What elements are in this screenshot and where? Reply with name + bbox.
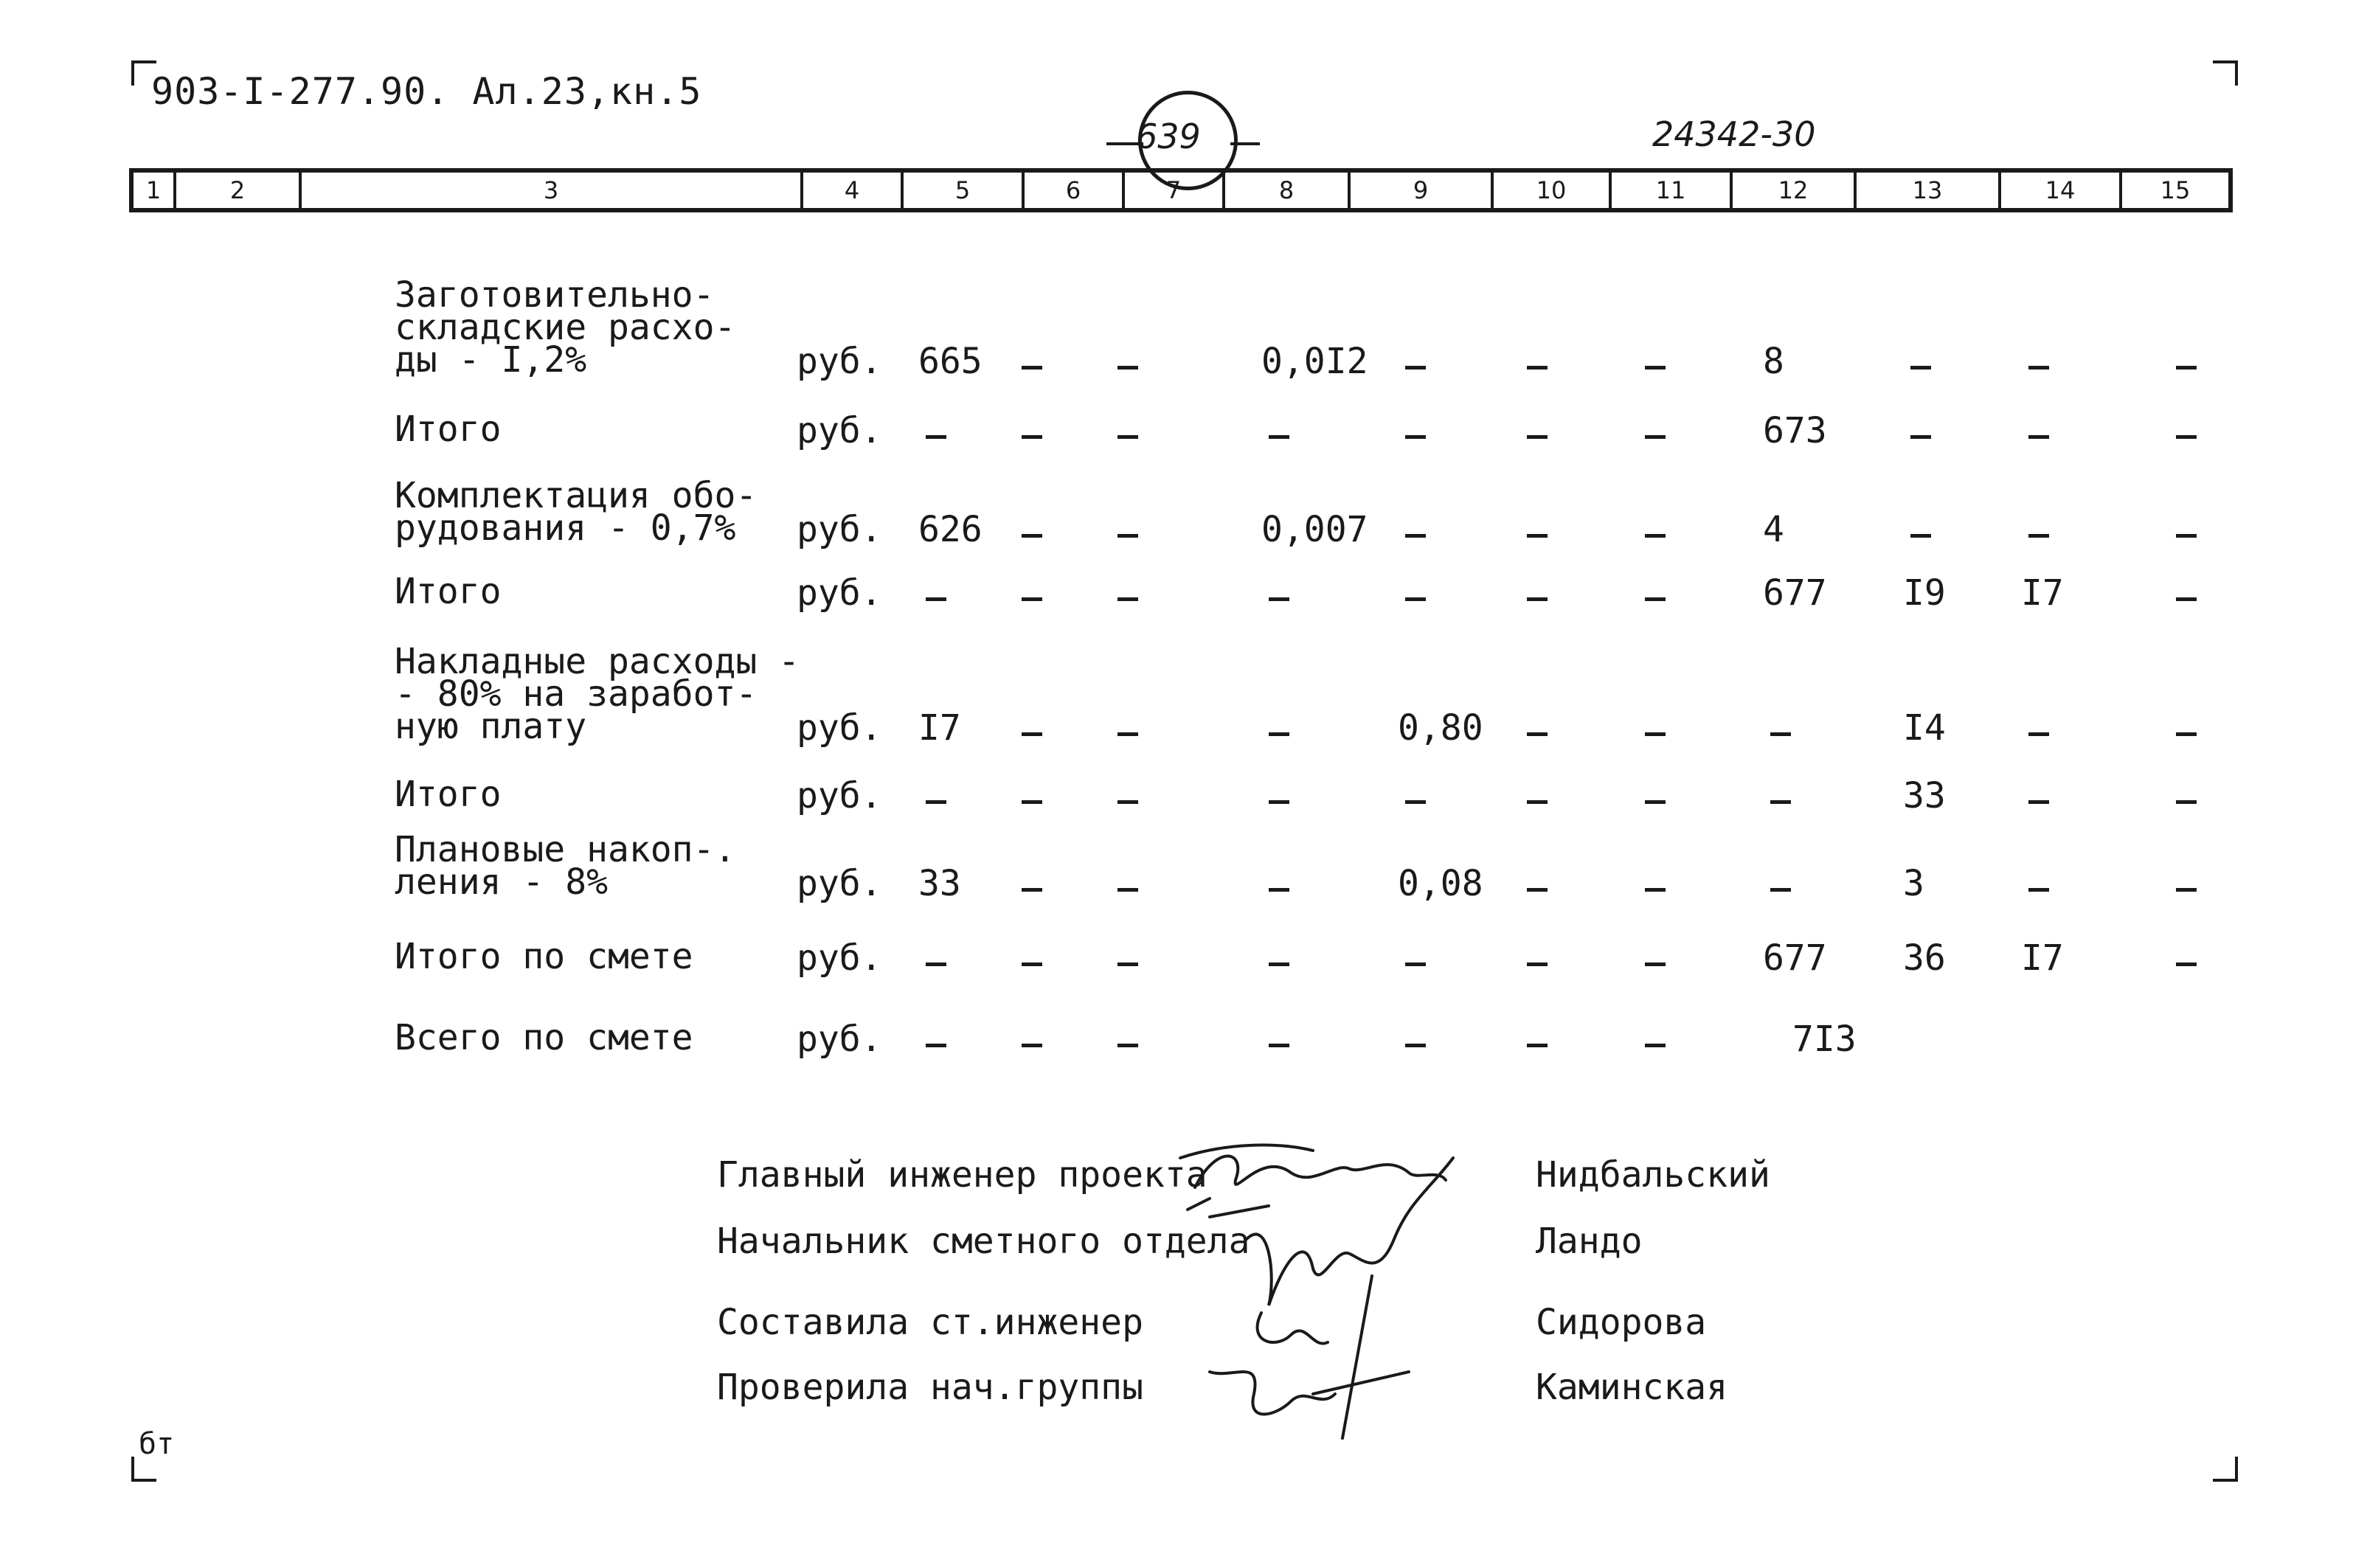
signature-name: Ландо (1536, 1221, 1643, 1262)
row-label: Накладные расходы - - 80% на заработ- ную плату (395, 641, 800, 747)
dash-cell (1405, 366, 1426, 370)
dash-cell (1527, 1044, 1548, 1047)
dash-cell (1527, 366, 1548, 370)
value-cell: 677 (1763, 572, 1827, 614)
corner-mark-top-right (2213, 60, 2238, 86)
dash-cell (1645, 534, 1666, 538)
dash-cell (1117, 962, 1138, 966)
dash-cell (1405, 534, 1426, 538)
value-cell: 3 (1903, 863, 1924, 904)
row-label: Комплектация обо- рудования - 0,7% (395, 475, 758, 549)
dash-cell (1117, 597, 1138, 601)
dash-cell (1910, 366, 1931, 370)
value-cell: 665 (918, 341, 983, 382)
unit-cell: руб. (797, 863, 882, 904)
dash-cell (1022, 962, 1042, 966)
column-header: 2 (176, 173, 302, 208)
value-cell: 4 (1763, 509, 1784, 550)
row-label: Плановые накоп-. ления - 8% (395, 829, 736, 903)
dash-cell (1527, 435, 1548, 439)
dash-cell (1022, 534, 1042, 538)
dash-cell (1269, 1044, 1289, 1047)
value-cell: 33 (1903, 775, 1946, 816)
column-header: 1 (134, 173, 176, 208)
value-cell: I7 (2021, 937, 2064, 979)
dash-cell (1117, 732, 1138, 736)
dash-cell (1022, 435, 1042, 439)
dash-cell (1117, 366, 1138, 370)
dash-cell (1269, 888, 1289, 892)
dash-cell (1910, 534, 1931, 538)
signature-role: Главный инженер проекта (717, 1154, 1207, 1196)
dash-cell (1022, 732, 1042, 736)
value-cell: 0,80 (1398, 707, 1483, 749)
value-cell: 8 (1763, 341, 1784, 382)
signature-role: Начальник сметного отдела (717, 1221, 1250, 1262)
unit-cell: руб. (797, 775, 882, 816)
row-label: Итого (395, 571, 502, 612)
signature-name: Каминская (1536, 1367, 1728, 1408)
column-header: 7 (1125, 173, 1225, 208)
dash-cell (2028, 435, 2049, 439)
dash-cell (2028, 732, 2049, 736)
column-header: 6 (1025, 173, 1125, 208)
column-number-header (129, 168, 2233, 212)
value-cell: I7 (918, 707, 961, 749)
dash-cell (2028, 534, 2049, 538)
dash-cell (1527, 888, 1548, 892)
row-label: Заготовительно- складские расхо- ды - I,2% (395, 274, 736, 381)
column-header: 10 (1494, 173, 1612, 208)
dash-cell (1645, 366, 1666, 370)
dash-cell (926, 1044, 946, 1047)
dash-cell (2176, 534, 2197, 538)
column-header: 4 (803, 173, 904, 208)
dash-cell (1770, 888, 1791, 892)
column-header: 15 (2160, 176, 2191, 204)
registry-number: 24342-30 (1652, 114, 1816, 154)
signature-name: Сидорова (1536, 1302, 1707, 1343)
column-header: 13 (1857, 173, 2001, 208)
dash-cell (926, 962, 946, 966)
row-label: Итого (395, 409, 502, 450)
value-cell: 0,007 (1261, 509, 1368, 550)
dash-cell (1405, 962, 1426, 966)
dash-cell (2028, 366, 2049, 370)
column-header: 9 (1351, 173, 1494, 208)
dash-cell (2176, 800, 2197, 804)
value-cell: 0,08 (1398, 863, 1483, 904)
dash-cell (1269, 962, 1289, 966)
dash-cell (1269, 800, 1289, 804)
dash-cell (1527, 597, 1548, 601)
dash-cell (926, 435, 946, 439)
document-code: 903-I-277.90. Ал.23,кн.5 (151, 70, 702, 113)
dash-cell (2028, 800, 2049, 804)
unit-cell: руб. (797, 410, 882, 451)
dash-cell (1269, 732, 1289, 736)
signature-role: Проверила нач.группы (717, 1367, 1143, 1408)
dash-cell (2176, 888, 2197, 892)
dash-cell (1022, 366, 1042, 370)
dash-cell (1527, 800, 1548, 804)
dash-cell (2176, 962, 2197, 966)
dash-cell (2176, 732, 2197, 736)
dash-cell (1405, 435, 1426, 439)
dash-cell (1645, 888, 1666, 892)
dash-cell (2028, 888, 2049, 892)
signature-role: Составила ст.инженер (717, 1302, 1143, 1343)
dash-cell (1022, 888, 1042, 892)
dash-cell (1269, 597, 1289, 601)
dash-cell (1645, 732, 1666, 736)
dash-cell (1269, 435, 1289, 439)
dash-cell (1117, 800, 1138, 804)
dash-cell (1022, 597, 1042, 601)
column-header: 5 (904, 173, 1025, 208)
column-header: 12 (1733, 173, 1857, 208)
unit-cell: руб. (797, 572, 882, 614)
dash-cell (1770, 732, 1791, 736)
dash-cell (1527, 732, 1548, 736)
dash-cell (1770, 800, 1791, 804)
sheet-number: 639 (1136, 117, 1201, 156)
value-cell: 7I3 (1792, 1019, 1857, 1060)
value-cell: I4 (1903, 707, 1946, 749)
dash-cell (1117, 435, 1138, 439)
dash-cell (1405, 800, 1426, 804)
unit-cell: руб. (797, 509, 882, 550)
dash-cell (1645, 597, 1666, 601)
value-cell: 673 (1763, 410, 1827, 451)
corner-mark-bottom-right (2213, 1457, 2238, 1482)
unit-cell: руб. (797, 937, 882, 979)
handwritten-signatures (1165, 1128, 1490, 1446)
sheet-number-line-right (1230, 142, 1260, 145)
unit-cell: руб. (797, 707, 882, 749)
column-header: 11 (1612, 173, 1733, 208)
unit-cell: руб. (797, 341, 882, 382)
row-label: Итого (395, 774, 502, 815)
value-cell: 626 (918, 509, 983, 550)
dash-cell (1527, 534, 1548, 538)
dash-cell (926, 800, 946, 804)
dash-cell (1645, 435, 1666, 439)
dash-cell (1117, 888, 1138, 892)
value-cell: 677 (1763, 937, 1827, 979)
dash-cell (2176, 597, 2197, 601)
dash-cell (1910, 435, 1931, 439)
corner-mark-text: бт (139, 1427, 175, 1461)
column-header: 3 (302, 173, 803, 208)
row-label: Всего по смете (395, 1017, 693, 1058)
dash-cell (1022, 800, 1042, 804)
dash-cell (1117, 1044, 1138, 1047)
column-header: 14 (2001, 173, 2122, 208)
value-cell: 36 (1903, 937, 1946, 979)
dash-cell (2176, 435, 2197, 439)
value-cell: I7 (2021, 572, 2064, 614)
column-header: 8 (1225, 173, 1351, 208)
dash-cell (1405, 1044, 1426, 1047)
dash-cell (1527, 962, 1548, 966)
unit-cell: руб. (797, 1019, 882, 1060)
dash-cell (1405, 597, 1426, 601)
dash-cell (1645, 800, 1666, 804)
dash-cell (1645, 1044, 1666, 1047)
dash-cell (1645, 962, 1666, 966)
signature-name: Нидбальский (1536, 1154, 1770, 1196)
dash-cell (2176, 366, 2197, 370)
dash-cell (1022, 1044, 1042, 1047)
row-label: Итого по смете (395, 936, 693, 977)
dash-cell (926, 597, 946, 601)
value-cell: I9 (1903, 572, 1946, 614)
value-cell: 33 (918, 863, 961, 904)
value-cell: 0,0I2 (1261, 341, 1368, 382)
dash-cell (1117, 534, 1138, 538)
